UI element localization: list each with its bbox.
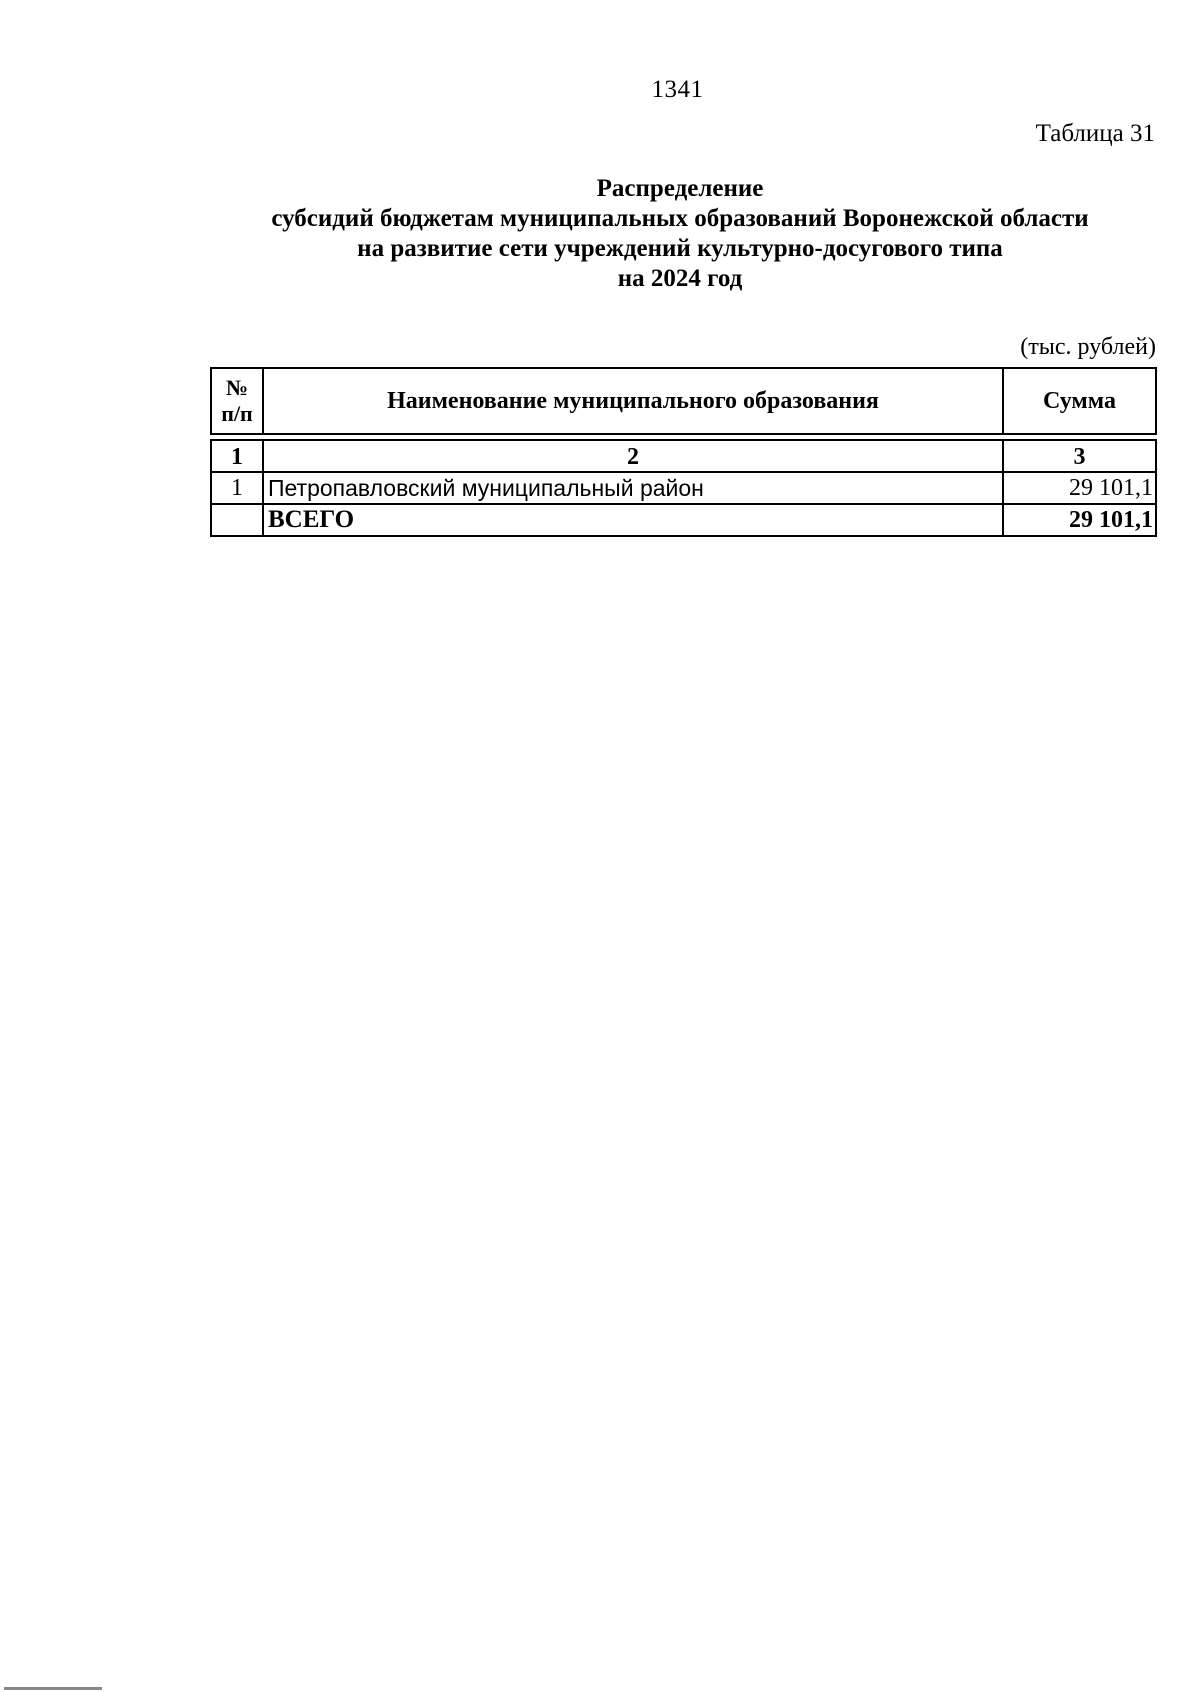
header-name: Наименование муниципального образования: [263, 368, 1003, 434]
header-row: [211, 368, 1156, 434]
scan-edge-mark: [4, 1687, 102, 1690]
row-name: Петропавловский муниципальный район: [263, 472, 1003, 504]
heading-line-4: на 2024 год: [617, 265, 743, 292]
column-index-2: 2: [263, 440, 1003, 472]
column-index-row: [211, 440, 1156, 472]
row-num: 1: [211, 472, 263, 504]
column-index-1: 1: [211, 440, 263, 472]
total-label: ВСЕГО: [263, 504, 1003, 536]
header-sum: Сумма: [1003, 368, 1156, 434]
total-row: [211, 504, 1156, 536]
heading-line-2: субсидий бюджетам муниципальных образований Воронежской области: [271, 205, 1089, 232]
heading-line-3: на развитие сети учреждений культурно-досугового типа: [357, 235, 1003, 262]
header-num: № п/п: [211, 368, 263, 434]
table-label: Таблица 31: [1035, 120, 1155, 147]
table-header: [210, 367, 1157, 435]
row-sum: 29 101,1: [1003, 472, 1156, 504]
page-number: 1341: [651, 76, 704, 103]
column-index-3: 3: [1003, 440, 1156, 472]
table-body: [210, 439, 1157, 537]
heading-line-1: Распределение: [596, 175, 764, 202]
document-heading: [170, 174, 1190, 294]
units-label: (тыс. рублей): [1020, 334, 1156, 360]
table-row: [211, 472, 1156, 504]
total-sum: 29 101,1: [1003, 504, 1156, 536]
total-num: [211, 504, 263, 536]
